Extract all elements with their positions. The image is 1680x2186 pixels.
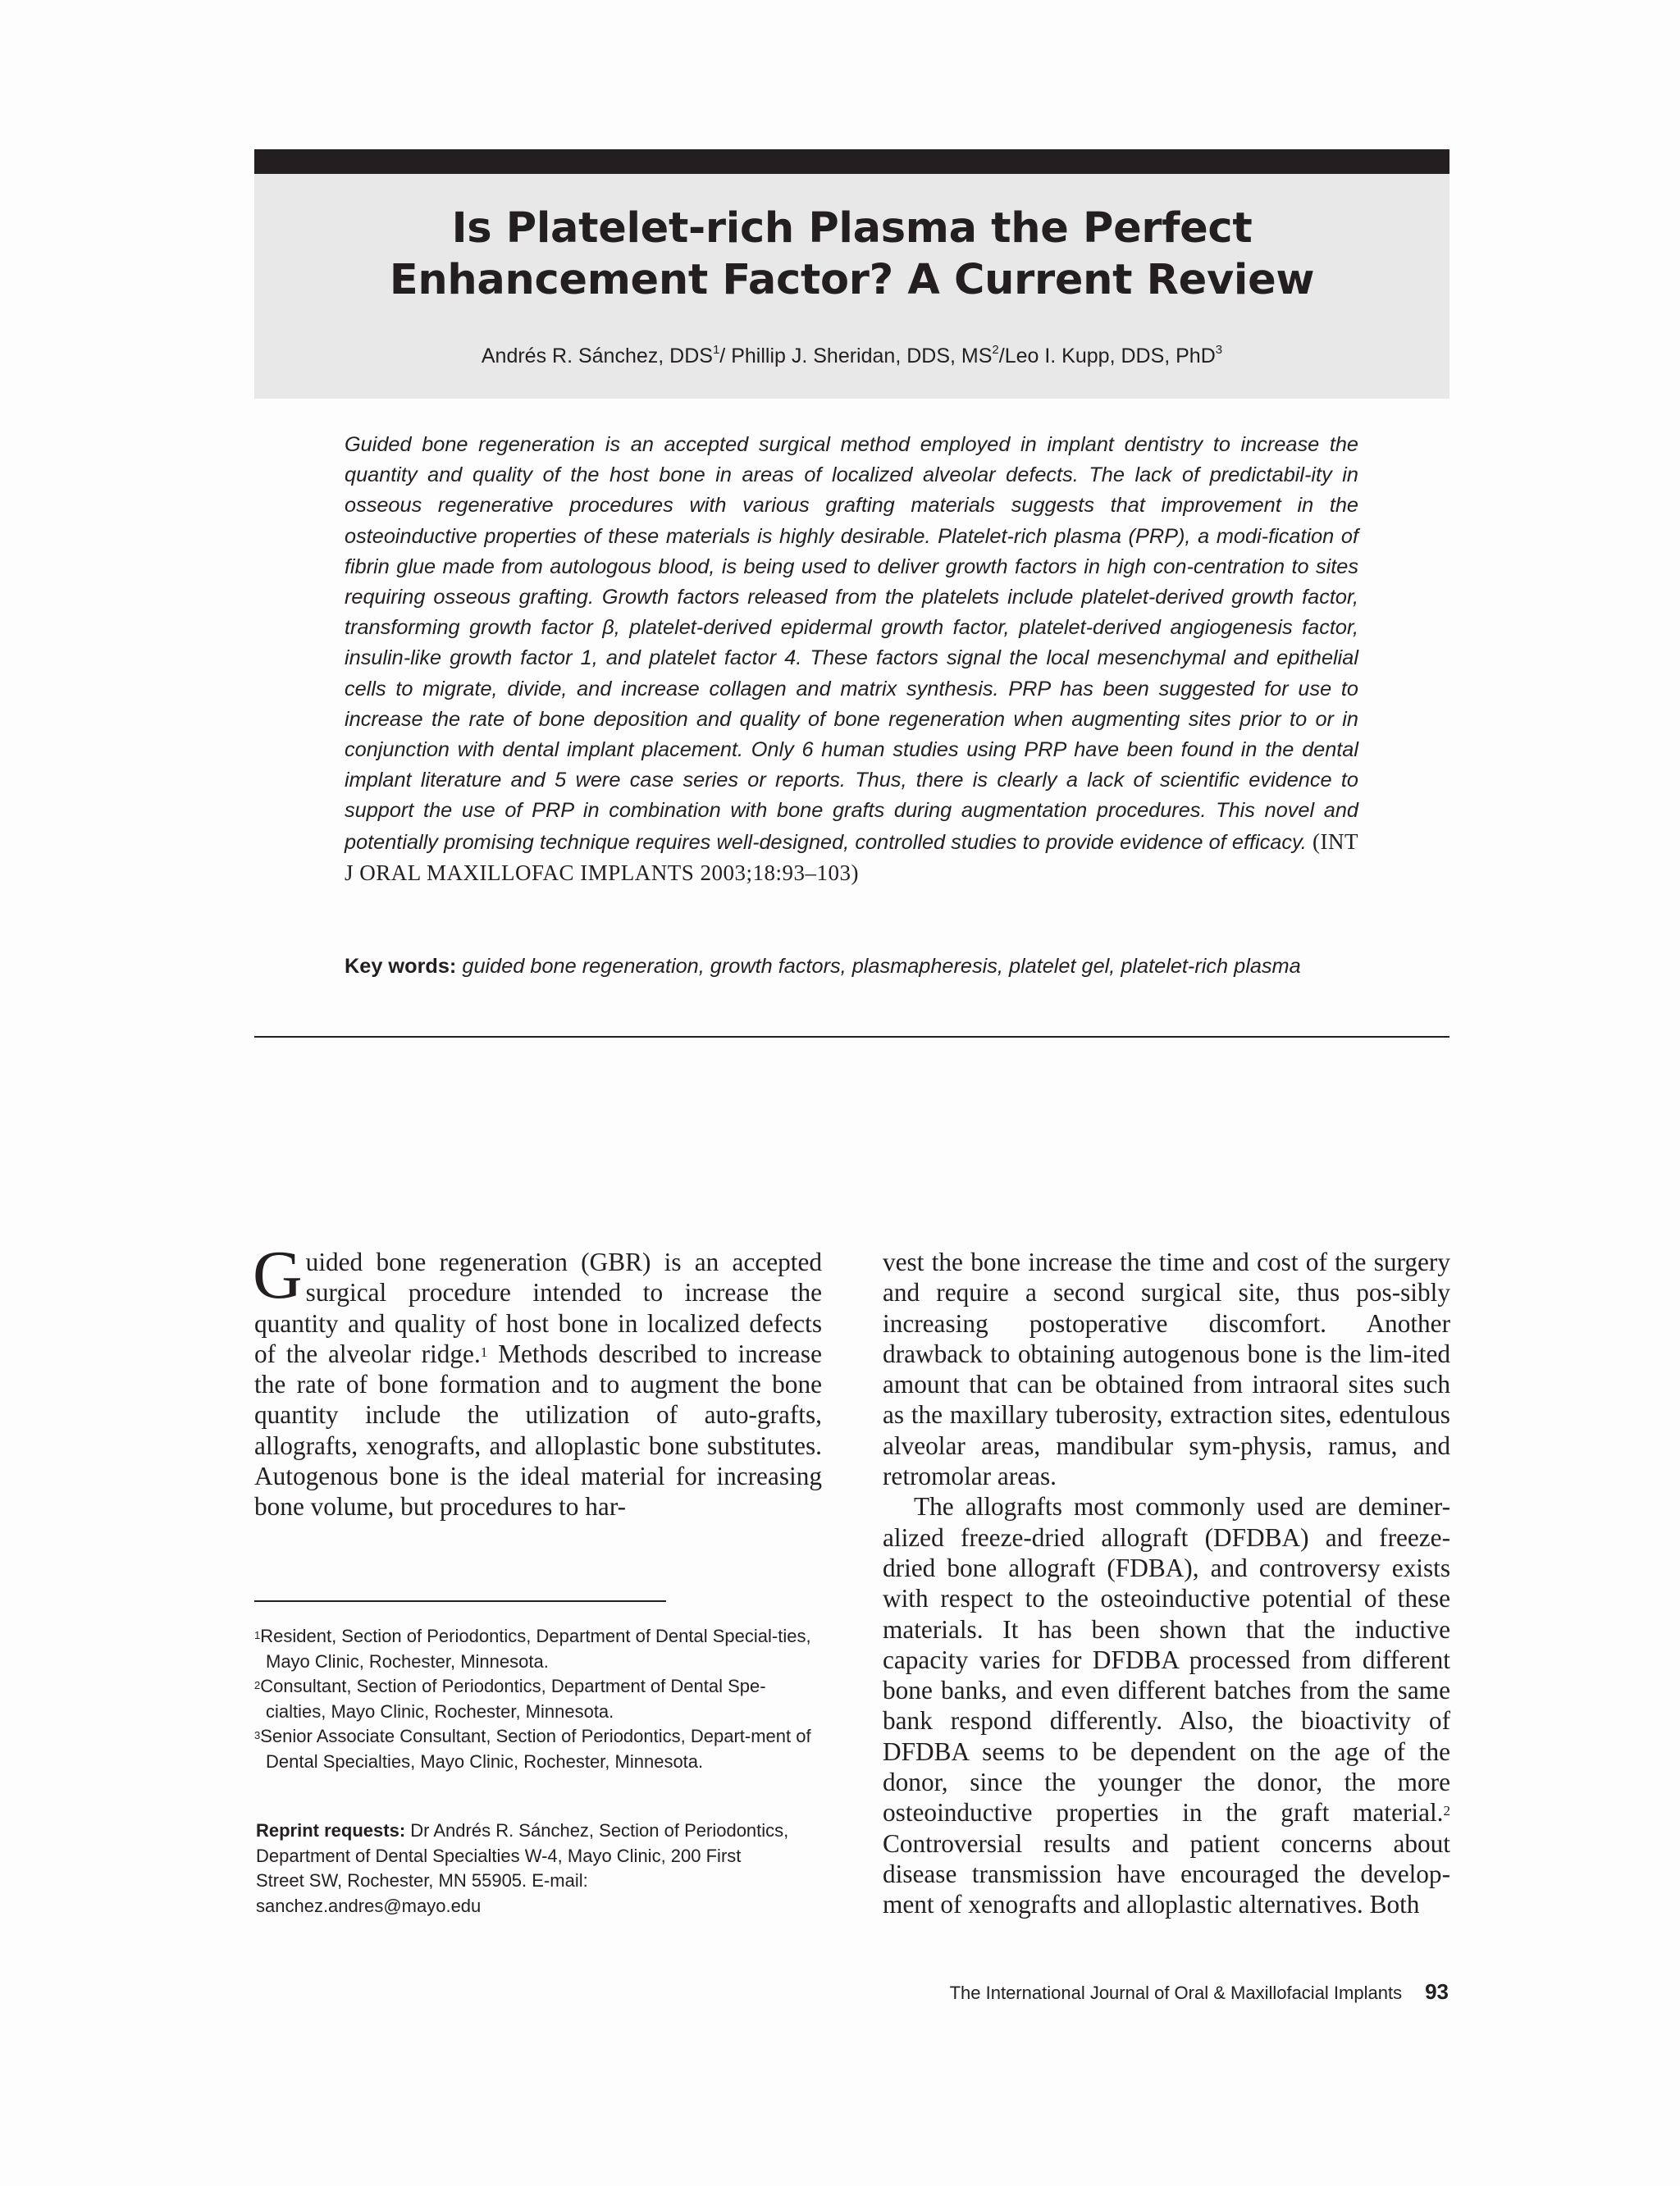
body-text: The allografts most commonly used are deminer-alized freeze-dried allograft (DFDBA) and freeze-dried bone allograft (FDBA), and controversy exists with respect to the osteoinductive potential of these materials. It has been shown that the inductive capacity varies for DFDBA processed from different bone banks, and even different batches from the same bank respond differently. Also, the bioactivity of DFDBA seems to be dependent on the age of the donor, since the younger the donor, the more osteoinductive properties in the graft material. — [883, 1492, 1450, 1828]
header-bar — [254, 149, 1449, 174]
footnote — [254, 1724, 822, 1774]
body-paragraph — [883, 1491, 1450, 1919]
author-3: Leo I. Kupp, DDS, PhD — [1004, 345, 1216, 367]
author-separator: / — [998, 345, 1005, 367]
article-title — [254, 203, 1449, 306]
author-2-affiliation: 2 — [992, 343, 999, 357]
page-number: 93 — [1425, 1979, 1449, 2004]
body-column-right — [883, 1247, 1450, 1920]
reprint-line: Street SW, Rochester, MN 55905. E-mail: — [256, 1870, 588, 1891]
author-1-affiliation: 1 — [712, 343, 720, 357]
abstract-citation: (INT J ORAL MAXILLOFAC IMPLANTS 2003;18:93–103) — [345, 828, 1359, 885]
footnote-text: Senior Associate Consultant, Section of Periodontics, Depart-ment of Dental Specialties, Mayo Clinic, Rochester, Minnesota. — [260, 1726, 811, 1772]
author-separator: / — [719, 345, 732, 367]
journal-name: The International Journal of Oral & Maxillofacial Implants — [949, 1983, 1403, 2003]
body-column-left — [253, 1237, 822, 1522]
keywords — [345, 952, 1358, 981]
body-text: Methods described to increase the rate of bone formation and to augment the bone quantity include the utilization of auto-grafts, allografts, xenografts, and alloplastic bone substitutes. Autogenous bone is the ideal material for increasing bone volume, but procedures to har- — [254, 1339, 822, 1522]
footnote-marker: 1 — [254, 1629, 261, 1641]
footnote-divider — [254, 1600, 666, 1602]
footnote — [254, 1674, 822, 1724]
body-paragraph — [253, 1237, 822, 1522]
author-1: Andrés R. Sánchez, DDS — [481, 345, 713, 367]
footnote-marker: 3 — [254, 1729, 261, 1741]
reprint-requests — [256, 1819, 830, 1919]
footnote-text: Resident, Section of Periodontics, Department of Dental Special-ties, Mayo Clinic, Rochester, Minnesota. — [260, 1626, 811, 1672]
author-list — [254, 345, 1449, 368]
reprint-label: Reprint requests: — [256, 1820, 406, 1841]
body-paragraph: vest the bone increase the time and cost of the surgery and require a second surgical site, thus pos-sibly increasing postoperative discomfort. Another drawback to obtaining autogenous bone is the lim-ited amount that can be obtained from intraoral sites such as the maxillary tuberosity, extraction sites, edentulous alveolar areas, mandibular sym-physis, ramus, and retromolar areas. — [883, 1248, 1450, 1491]
keywords-text: guided bone regeneration, growth factors, plasmapheresis, platelet gel, platelet-rich plasma — [462, 955, 1301, 978]
body-text: uided bone regeneration (GBR) is an accepted surgical procedure intended to increase the quantity and quality of host bone in localized defects of the alveolar ridge. — [254, 1248, 822, 1368]
footnotes — [254, 1624, 822, 1774]
abstract-text: Guided bone regeneration is an accepted surgical method employed in implant dentistry to increase the quantity and quality of the host bone in areas of localized alveolar defects. The lack of predictabil-ity in osseous regenerative procedures with various grafting materials suggests that improvement in the osteoinductive properties of these materials is highly desirable. Platelet-rich plasma (PRP), a modi-fication of fibrin glue made from autologous blood, is being used to deliver growth factors in high con-centration to sites requiring osseous grafting. Growth factors released from the platelets include platelet-derived growth factor, transforming growth factor β, platelet-derived epidermal growth factor, platelet-derived angiogenesis factor, insulin-like growth factor 1, and platelet factor 4. These factors signal the local mesenchymal and epithelial cells to migrate, divide, and increase collagen and matrix synthesis. PRP has been suggested for use to increase the rate of bone deposition and quality of bone regeneration when augmenting sites prior to or in conjunction with dental implant placement. Only 6 human studies using PRP have been found in the dental implant literature and 5 were case series or reports. Thus, there is clearly a lack of scientific evidence to support the use of PRP in combination with bone grafts during augmentation procedures. This novel and potentially promising technique requires well-designed, controlled studies to provide evidence of efficacy. — [345, 433, 1358, 854]
reprint-text: Dr Andrés R. Sánchez, Section of Periodontics, — [405, 1820, 789, 1841]
abstract — [345, 430, 1358, 889]
page-footer — [950, 1979, 1449, 2005]
keywords-label: Key words: — [345, 955, 457, 978]
author-3-affiliation: 3 — [1215, 343, 1223, 357]
reprint-line — [256, 1819, 830, 1844]
reprint-line: Department of Dental Specialties W-4, Mayo Clinic, 200 First — [256, 1845, 742, 1866]
reprint-email: sanchez.andres@mayo.edu — [256, 1895, 482, 1916]
title-line-1: Is Platelet-rich Plasma the Perfect — [451, 204, 1253, 253]
drop-cap: G — [253, 1237, 303, 1313]
title-line-2: Enhancement Factor? A Current Review — [389, 256, 1315, 304]
abstract-divider — [254, 1036, 1449, 1038]
body-text: Controversial results and patient concerns about disease transmission have encouraged the develop-ment of xenografts and alloplastic alternatives. Both — [883, 1828, 1450, 1919]
title-box — [254, 174, 1449, 399]
author-2: Phillip J. Sheridan, DDS, MS — [731, 345, 993, 367]
footnote-marker: 2 — [254, 1679, 261, 1691]
footnote-text: Consultant, Section of Periodontics, Department of Dental Spe-cialties, Mayo Clinic, Rochester, Minnesota. — [260, 1676, 766, 1722]
reference-marker: 2 — [1443, 1803, 1450, 1819]
reference-marker: 1 — [480, 1344, 488, 1360]
footnote — [254, 1624, 822, 1674]
